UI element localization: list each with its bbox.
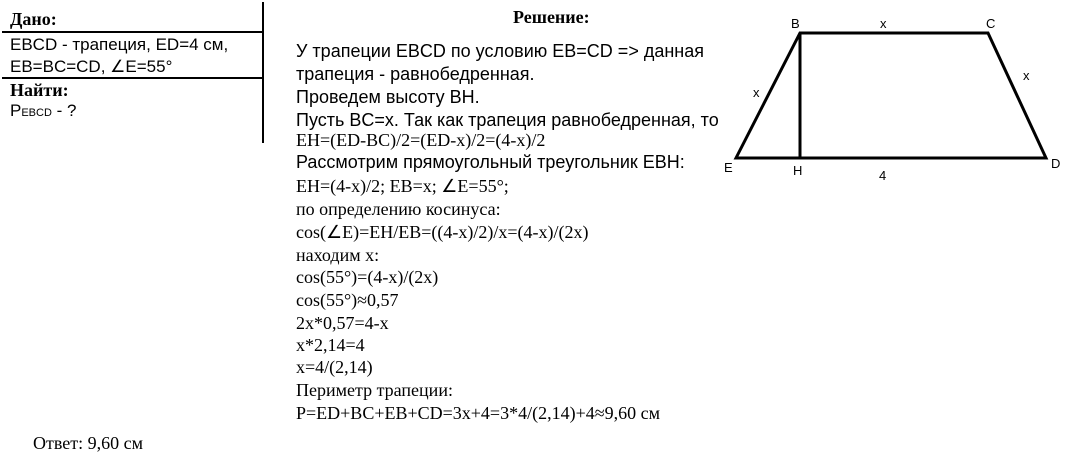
find-main: P xyxy=(10,101,22,120)
given-line-2: EB=BC=CD, ∠E=55° xyxy=(10,57,173,76)
find-heading: Найти: xyxy=(10,80,69,100)
side-label-eb: x xyxy=(753,85,760,100)
solution-line: по определению косинуса: xyxy=(296,199,501,219)
solution-line: EH=(ED-BC)/2=(ED-x)/2=(4-x)/2 xyxy=(296,130,546,150)
answer-text: Ответ: 9,60 см xyxy=(33,433,143,453)
solution-line: Периметр трапеции: xyxy=(296,380,453,400)
solution-line: cos(55°)≈0,57 xyxy=(296,290,399,310)
solution-line: Пусть BC=x. Так как трапеция равнобедренная, то xyxy=(296,110,719,130)
solution-line: x*2,14=4 xyxy=(296,335,365,355)
side-label-bc: x xyxy=(880,16,887,31)
solution-line: трапеция - равнобедренная. xyxy=(296,64,535,84)
solution-line: Рассмотрим прямоугольный треугольник EBH: xyxy=(296,152,685,172)
find-sub: EBCD xyxy=(21,107,52,119)
vertex-label-c: C xyxy=(986,16,996,31)
find-tail: - ? xyxy=(51,101,77,120)
vertex-label-b: B xyxy=(791,16,800,31)
solution-line: У трапеции EBCD по условию EB=CD => данная xyxy=(296,41,704,61)
solution-title: Решение: xyxy=(513,7,590,27)
given-heading: Дано: xyxy=(10,9,57,29)
solution-line: EH=(4-x)/2; EB=x; ∠E=55°; xyxy=(296,176,509,196)
trapezoid-outline xyxy=(736,33,1046,158)
given-line-1: EBCD - трапеция, ED=4 см, xyxy=(10,35,229,54)
solution-line: x=4/(2,14) xyxy=(296,357,373,377)
solution-line: P=ED+BC+EB+CD=3x+4=3*4/(2,14)+4≈9,60 см xyxy=(296,403,660,423)
solution-line: находим x: xyxy=(296,245,380,265)
vertex-label-d: D xyxy=(1051,156,1061,171)
solution-line: cos(∠E)=EH/EB=((4-x)/2)/x=(4-x)/(2x) xyxy=(296,222,589,242)
solution-line: cos(55°)=(4-x)/(2x) xyxy=(296,267,439,287)
solution-line: Проведем высоту BH. xyxy=(296,87,480,107)
side-label-ed: 4 xyxy=(879,168,887,183)
solution-line: 2x*0,57=4-x xyxy=(296,313,389,333)
vertex-label-h: H xyxy=(793,163,803,178)
side-label-cd: x xyxy=(1023,68,1030,83)
vertex-label-e: E xyxy=(724,160,733,175)
